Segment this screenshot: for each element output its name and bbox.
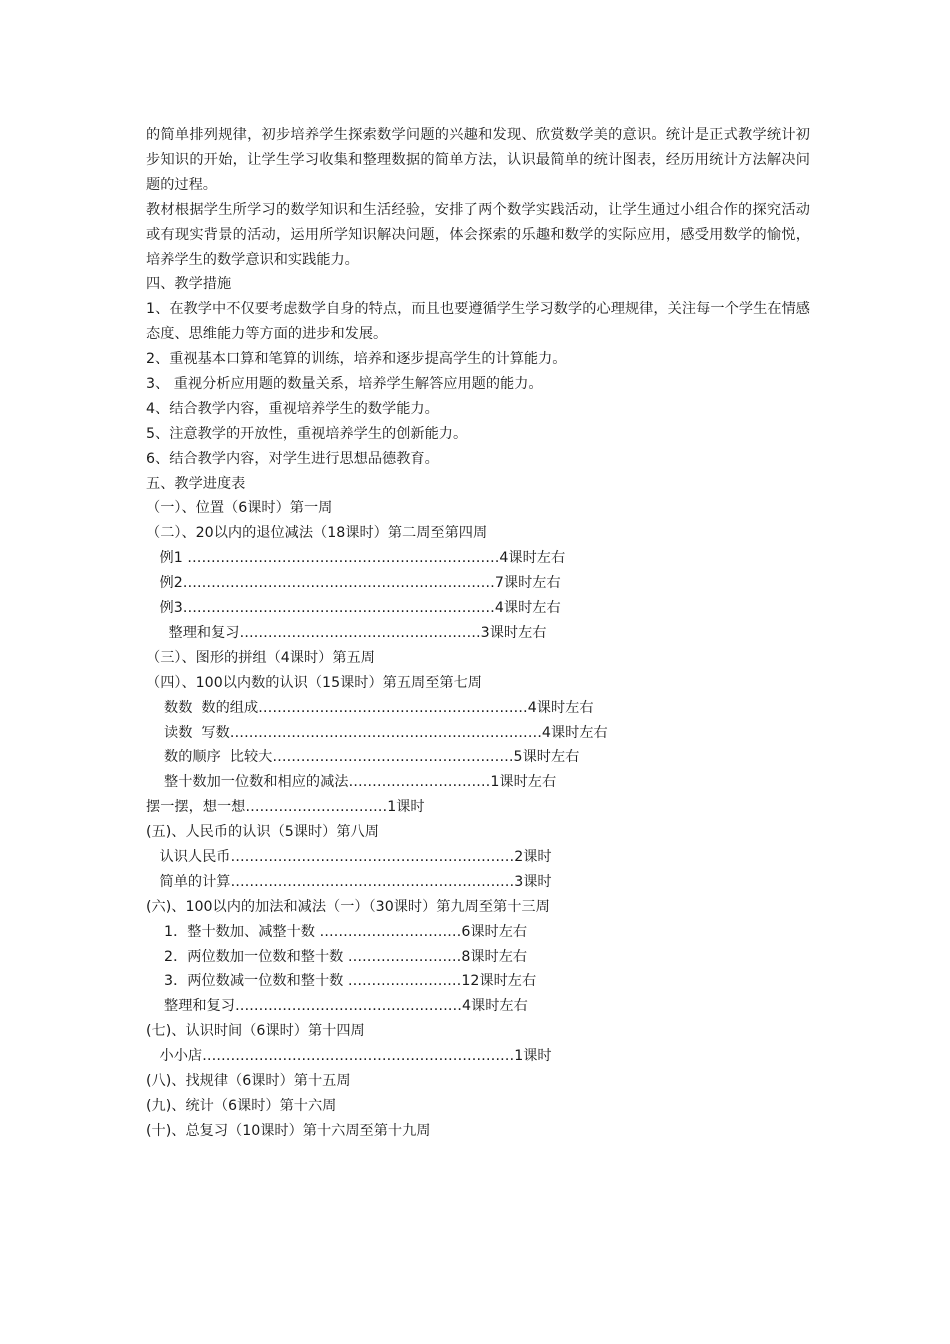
measure-item-1: 1、在教学中不仅要考虑数学自身的特点，而且也要遵循学生学习数学的心理规律，关注每一个学生在情感态度、思维能力等方面的进步和发展。 xyxy=(146,301,810,343)
schedule-line: 摆一摆，想一想…………………………1课时 xyxy=(146,799,425,816)
schedule-line: 数的顺序 比较大……………………………………………5课时左右 xyxy=(146,749,580,766)
schedule-line: 整十数加一位数和相应的减法…………………………1课时左右 xyxy=(146,774,557,791)
schedule-line: 2．两位数加一位数和整十数 ……………………8课时左右 xyxy=(146,948,528,965)
schedule-line: （一）、位置（6课时）第一周 xyxy=(146,500,333,517)
schedule-line: (五)、人民币的认识（5课时）第八周 xyxy=(146,824,379,841)
schedule-line: 整理和复习……………………………………………3课时左右 xyxy=(146,624,547,641)
measure-item-2: 2、重视基本口算和笔算的训练，培养和逐步提高学生的计算能力。 xyxy=(146,351,567,368)
schedule-line: (八)、找规律（6课时）第十五周 xyxy=(146,1072,351,1089)
paragraph-practice-activities: 教材根据学生所学习的数学知识和生活经验，安排了两个数学实践活动，让学生通过小组合作的探究活动或有现实背景的活动，运用所学知识解决问题，体会探索的乐趣和数学的实际应用，感受用数学的愉悦，培养学生的数学意识和实践能力。 xyxy=(146,201,810,268)
schedule-line: (九)、统计（6课时）第十六周 xyxy=(146,1097,337,1114)
schedule-line: 读数 写数…………………………………………………………4课时左右 xyxy=(146,724,608,741)
schedule-line: （四）、100以内数的认识（15课时）第五周至第七周 xyxy=(146,674,482,691)
schedule-line: 1．整十数加、减整十数 …………………………6课时左右 xyxy=(146,923,528,940)
measure-item-5: 5、注意教学的开放性，重视培养学生的创新能力。 xyxy=(146,425,468,442)
schedule-line: (十)、总复习（10课时）第十六周至第十九周 xyxy=(146,1122,431,1139)
schedule-line: 例2…………………………………………………………7课时左右 xyxy=(146,575,561,592)
schedule-line: 整理和复习…………………………………………4课时左右 xyxy=(146,998,528,1015)
schedule-line: 3．两位数减一位数和整十数 ……………………12课时左右 xyxy=(146,973,537,990)
schedule-line: 认识人民币……………………………………………………2课时 xyxy=(146,848,552,865)
document-body xyxy=(146,123,810,1144)
section-heading-schedule: 五、教学进度表 xyxy=(146,475,246,492)
measure-item-6: 6、结合教学内容，对学生进行思想品德教育。 xyxy=(146,450,439,467)
schedule-line: 简单的计算……………………………………………………3课时 xyxy=(146,873,552,890)
schedule-line: (六)、100以内的加法和减法（一）（30课时）第九周至第十三周 xyxy=(146,898,550,915)
schedule-line: 小小店…………………………………………………………1课时 xyxy=(146,1048,552,1065)
measure-item-3: 3、 重视分析应用题的数量关系，培养学生解答应用题的能力。 xyxy=(146,376,543,393)
measure-item-4: 4、结合教学内容，重视培养学生的数学能力。 xyxy=(146,400,439,417)
section-heading-teaching-measures: 四、教学措施 xyxy=(146,276,232,293)
schedule-line: 数数 数的组成…………………………………………………4课时左右 xyxy=(146,699,594,716)
schedule-line: 例3…………………………………………………………4课时左右 xyxy=(146,600,561,617)
schedule-line: （三）、图形的拼组（4课时）第五周 xyxy=(146,649,375,666)
schedule-line: 例1 …………………………………………………………4课时左右 xyxy=(146,550,566,567)
paragraph-statistics: 的简单排列规律，初步培养学生探索数学问题的兴趣和发现、欣赏数学美的意识。统计是正式教学统计初步知识的开始，让学生学习收集和整理数据的简单方法，认识最简单的统计图表，经历用统计方法解决问题的过程。 xyxy=(146,127,810,193)
schedule-line: （二）、20以内的退位减法（18课时）第二周至第四周 xyxy=(146,525,488,542)
schedule-line: (七)、认识时间（6课时）第十四周 xyxy=(146,1023,365,1040)
